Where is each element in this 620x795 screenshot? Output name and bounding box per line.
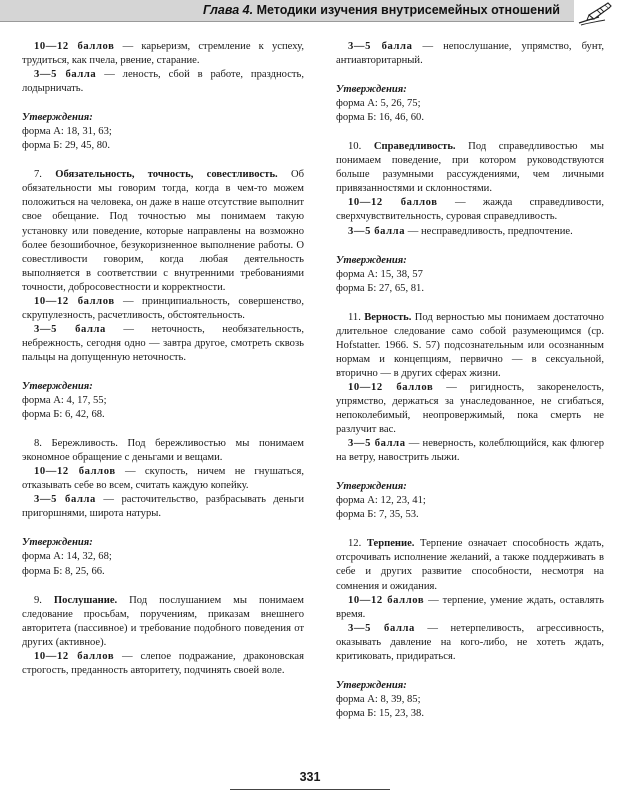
statements-label: Утверждения: <box>336 481 407 493</box>
statements-label: Утверждения: <box>336 84 407 96</box>
paragraph <box>336 537 604 593</box>
paragraph <box>22 465 304 493</box>
paragraph <box>336 437 604 465</box>
text: — непослушание, упрямство, бунт, антиавторитарный. <box>336 41 604 67</box>
statements-label: Утверждения: <box>336 679 407 691</box>
item-number: 9. <box>34 594 54 606</box>
paragraph <box>22 650 304 678</box>
text: — леность, сбой в работе, праздность, лодырничать. <box>22 69 305 95</box>
statements-label: Утверждения: <box>22 112 93 124</box>
paragraph <box>22 594 304 650</box>
score-range-high: 10—12 баллов <box>34 295 115 307</box>
score-range-high: 10—12 баллов <box>348 381 434 393</box>
item-number: 11. <box>348 311 365 323</box>
writing-hand-icon <box>575 1 615 27</box>
text: — расточительство, разбрасывать деньги пригоршнями, широта натуры. <box>22 494 305 520</box>
form-b-line: форма Б: 7, 35, 53. <box>336 509 419 521</box>
score-range-high: 10—12 баллов <box>348 594 425 606</box>
paragraph <box>22 295 304 323</box>
text: Об обязательности мы говорим тогда, когда в чем-то можем положиться на человека, он даже в наше отсутствие выполнит свое обещание. Под точностью мы понимаем такую установку или поведение, которые направлены на возможно более безошибочное, безукоризненное выполнение работы. О совестливости говорим, когда любая деятельность выполняется в соответствии с внутренними требованиями точности, добросовестности и корректности. <box>22 169 304 293</box>
text: Под справедливостью мы понимаем поведение, при котором руководствуются больше разумными рассуждениями, чем личными привязанностями и склонностями. <box>336 141 604 195</box>
item-title: Верность. <box>364 311 412 323</box>
form-a-line: форма А: 4, 17, 55; <box>22 395 107 407</box>
score-range-low: 3—5 балла <box>348 41 413 52</box>
right-column <box>336 40 604 721</box>
text: — скупость, ничем не гнушаться, отказывать себе во всем, считать каждую копейку. <box>22 466 304 492</box>
form-a-line: форма А: 8, 39, 85; <box>336 693 421 705</box>
paragraph <box>22 40 304 68</box>
paragraph <box>336 381 604 437</box>
running-header <box>0 0 574 22</box>
statements-label: Утверждения: <box>22 380 93 392</box>
score-range-high: 10—12 баллов <box>34 466 116 478</box>
form-a-line: форма А: 18, 31, 63; <box>22 126 112 138</box>
text: — несправедливость, предпочтение. <box>405 225 573 237</box>
text: — нетерпеливость, агрессивность, оказывать давление на кого-либо, не хотеть ждать, критиковать, придираться. <box>336 622 604 662</box>
item-title: Терпение. <box>366 538 415 550</box>
text: — терпение, умение ждать, оставлять время. <box>336 594 604 620</box>
paragraph: 8. Бережливость. Под бережливостью мы понимаем экономное обращение с деньгами и вещами. <box>22 438 304 464</box>
page-number: 331 <box>299 770 321 784</box>
paragraph <box>22 168 304 294</box>
paragraph <box>336 311 604 381</box>
score-range-low: 3—5 балла <box>34 69 97 81</box>
footer-rule <box>230 789 390 790</box>
paragraph <box>336 40 604 68</box>
text: — жажда справедливости, сверхчувствительность, суровая справедливость. <box>336 197 604 223</box>
paragraph <box>336 594 604 622</box>
paragraph <box>22 68 304 96</box>
paragraph <box>22 493 304 521</box>
form-a-line: форма А: 15, 38, 57 <box>336 268 423 280</box>
text: — ригидность, закоренелость, упрямство, держаться за унаследованное, не сгибаться, непоколебимый, неопровержимый, пока смерть не разлучит вас. <box>336 381 604 436</box>
score-range-low: 3—5 балла <box>348 438 406 450</box>
paragraph <box>22 323 304 365</box>
item-title: Справедливость. <box>373 141 456 153</box>
paragraph <box>336 196 604 224</box>
text: Под послушанием мы понимаем следование просьбам, поручениям, приказам внешнего авторитета (пассивное) и требование подобного поведения от других (активное). <box>22 594 304 648</box>
item-title: Послушание. <box>53 594 118 606</box>
paragraph <box>336 225 604 239</box>
score-range-high: 10—12 баллов <box>34 650 115 662</box>
score-range-low: 3—5 балла <box>34 323 106 335</box>
text: — принципиальность, совершенство, скрупулезность, расчетливость, обстоятельность. <box>22 295 304 321</box>
item-number: 10. <box>348 141 374 153</box>
score-range-low: 3—5 балла <box>348 622 415 634</box>
form-a-line: форма А: 12, 23, 41; <box>336 495 426 507</box>
left-column <box>22 40 304 678</box>
chapter-title: Методики изучения внутрисемейных отношений <box>256 3 560 17</box>
score-range-low: 3—5 балла <box>348 225 406 237</box>
text: Под верностью мы понимаем достаточно длительное следование само собой разумеющимся (ср. Hofstatter. 1966. S. 57) подсознательным или осознанным нормам и концепциям, первично — в сексуальной, вторично — в других сферах жизни. <box>336 311 604 379</box>
item-number: 12. <box>348 538 367 550</box>
chapter-number: Глава 4. <box>202 3 254 17</box>
text: — карьеризм, стремление к успеху, трудиться, как пчела, рвение, старание. <box>22 41 304 67</box>
form-b-line: форма Б: 8, 25, 66. <box>22 565 105 577</box>
form-b-line: форма Б: 27, 65, 81. <box>336 282 424 294</box>
item-number: 7. <box>34 169 56 181</box>
text: — неверность, колеблющийся, как флюгер на ветру, навострить лыжи. <box>336 438 604 464</box>
paragraph <box>336 622 604 664</box>
form-b-line: форма Б: 16, 46, 60. <box>336 112 424 124</box>
item-title: Обязательность, точность, совестливость. <box>55 169 278 181</box>
text: — слепое подражание, драконовская строгость, преданность авторитету, подчинять своей воле. <box>22 650 304 676</box>
score-range-low: 3—5 балла <box>34 494 96 506</box>
form-b-line: форма Б: 29, 45, 80. <box>22 140 110 152</box>
statements-label: Утверждения: <box>22 537 93 549</box>
statements-label: Утверждения: <box>336 254 407 266</box>
score-range-high: 10—12 баллов <box>34 41 115 52</box>
form-a-line: форма А: 14, 32, 68; <box>22 551 112 563</box>
form-b-line: форма Б: 6, 42, 68. <box>22 409 105 421</box>
form-a-line: форма А: 5, 26, 75; <box>336 98 421 110</box>
paragraph <box>336 140 604 196</box>
score-range-high: 10—12 баллов <box>348 197 438 209</box>
text: — неточность, необязательность, небрежность, сегодня одно — завтра другое, смотреть сквозь пальцы на допущенную неточность. <box>22 323 304 363</box>
text: Терпение означает способность ждать, отсрочивать исполнение желаний, а также поддерживать в себе и других развитие способности, несмотря на сомнения и ожидания. <box>336 538 605 592</box>
header-title <box>203 3 560 18</box>
form-b-line: форма Б: 15, 23, 38. <box>336 707 424 719</box>
